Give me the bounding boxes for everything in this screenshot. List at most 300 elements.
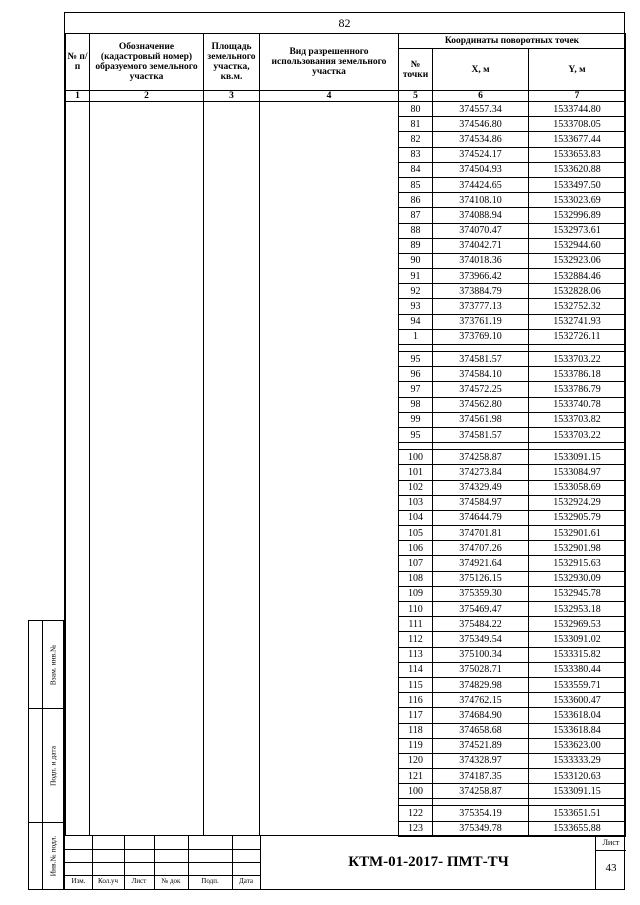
coordinates-table	[65, 33, 626, 837]
empty-cell	[90, 329, 204, 344]
x-coordinate-cell: 374042.71	[433, 238, 529, 253]
empty-cell	[90, 602, 204, 617]
stamp-cell-inv-replace	[43, 621, 63, 709]
empty-cell	[204, 450, 260, 465]
table-row	[66, 177, 626, 192]
y-coordinate-cell: 1533740.78	[529, 397, 626, 412]
empty-cell	[260, 677, 399, 692]
x-coordinate-cell: 373966.42	[433, 269, 529, 284]
table-row	[66, 132, 626, 147]
point-number-cell: 121	[399, 769, 433, 784]
empty-cell	[204, 693, 260, 708]
empty-cell	[90, 753, 204, 768]
point-number-cell: 84	[399, 162, 433, 177]
y-coordinate-cell: 1533651.51	[529, 806, 626, 821]
table-row	[66, 662, 626, 677]
empty-cell	[90, 397, 204, 412]
point-number-cell: 106	[399, 541, 433, 556]
point-number-cell: 89	[399, 238, 433, 253]
point-number-cell: 120	[399, 753, 433, 768]
table-row	[66, 147, 626, 162]
sheet-number: 43	[605, 862, 617, 874]
point-number-cell: 86	[399, 193, 433, 208]
title-block	[65, 835, 625, 889]
x-coordinate-cell: 374521.89	[433, 738, 529, 753]
header-x: X, м	[433, 49, 529, 91]
empty-cell	[260, 253, 399, 268]
y-coordinate-cell: 1532945.78	[529, 586, 626, 601]
empty-cell	[260, 299, 399, 314]
empty-cell	[90, 253, 204, 268]
separator-cell	[529, 345, 626, 352]
y-coordinate-cell: 1532905.79	[529, 510, 626, 525]
table-row	[66, 586, 626, 601]
table-row	[66, 480, 626, 495]
y-coordinate-cell: 1533315.82	[529, 647, 626, 662]
empty-cell	[90, 662, 204, 677]
page-frame	[64, 12, 625, 890]
empty-cell	[66, 412, 90, 427]
x-coordinate-cell: 374684.90	[433, 708, 529, 723]
empty-cell	[204, 367, 260, 382]
x-coordinate-cell: 373761.19	[433, 314, 529, 329]
empty-cell	[90, 541, 204, 556]
point-number-cell: 119	[399, 738, 433, 753]
empty-cell	[204, 147, 260, 162]
x-coordinate-cell: 374561.98	[433, 412, 529, 427]
table-body	[66, 102, 626, 837]
document-code: КТМ-01-2017- ПМТ-ТЧ	[260, 836, 596, 889]
empty-cell	[260, 738, 399, 753]
y-coordinate-cell: 1532828.06	[529, 284, 626, 299]
y-coordinate-cell: 1533703.22	[529, 427, 626, 442]
empty-cell	[204, 586, 260, 601]
x-coordinate-cell: 374921.64	[433, 556, 529, 571]
empty-cell	[204, 510, 260, 525]
empty-cell	[90, 799, 204, 806]
empty-cell	[260, 352, 399, 367]
separator-row	[66, 345, 626, 352]
table-row	[66, 632, 626, 647]
point-number-cell: 1	[399, 329, 433, 344]
empty-cell	[66, 602, 90, 617]
y-coordinate-cell: 1533497.50	[529, 177, 626, 192]
y-coordinate-cell: 1533655.88	[529, 821, 626, 836]
table-row	[66, 617, 626, 632]
empty-cell	[66, 738, 90, 753]
empty-cell	[66, 677, 90, 692]
empty-cell	[90, 526, 204, 541]
x-coordinate-cell: 374534.86	[433, 132, 529, 147]
empty-cell	[90, 117, 204, 132]
empty-cell	[66, 367, 90, 382]
empty-cell	[66, 708, 90, 723]
point-number-cell: 114	[399, 662, 433, 677]
empty-cell	[204, 480, 260, 495]
table-row	[66, 723, 626, 738]
index-cell: 1	[66, 91, 90, 102]
empty-cell	[204, 677, 260, 692]
x-coordinate-cell: 373769.10	[433, 329, 529, 344]
x-coordinate-cell: 374557.34	[433, 102, 529, 117]
empty-cell	[204, 723, 260, 738]
table-row	[66, 382, 626, 397]
empty-cell	[204, 647, 260, 662]
point-number-cell: 109	[399, 586, 433, 601]
empty-cell	[204, 617, 260, 632]
empty-cell	[66, 352, 90, 367]
separator-row	[66, 799, 626, 806]
table-row	[66, 412, 626, 427]
empty-cell	[204, 556, 260, 571]
x-coordinate-cell: 374108.10	[433, 193, 529, 208]
x-coordinate-cell: 374524.17	[433, 147, 529, 162]
y-coordinate-cell: 1533559.71	[529, 677, 626, 692]
empty-cell	[90, 617, 204, 632]
header-area: Площадь земельного участка, кв.м.	[204, 34, 260, 91]
separator-cell	[433, 345, 529, 352]
empty-cell	[66, 345, 90, 352]
y-coordinate-cell: 1533786.18	[529, 367, 626, 382]
empty-cell	[90, 132, 204, 147]
empty-cell	[66, 799, 90, 806]
y-coordinate-cell: 1533620.88	[529, 162, 626, 177]
table-row	[66, 284, 626, 299]
point-number-cell: 93	[399, 299, 433, 314]
table-row	[66, 269, 626, 284]
empty-cell	[204, 284, 260, 299]
header-point: № точки	[399, 49, 433, 91]
y-coordinate-cell: 1533120.63	[529, 769, 626, 784]
separator-cell	[433, 799, 529, 806]
index-cell: 6	[433, 91, 529, 102]
x-coordinate-cell: 374088.94	[433, 208, 529, 223]
empty-cell	[90, 693, 204, 708]
header-num: № п/п	[66, 34, 90, 91]
y-coordinate-cell: 1532930.09	[529, 571, 626, 586]
empty-cell	[260, 412, 399, 427]
point-number-cell: 85	[399, 177, 433, 192]
table-row	[66, 806, 626, 821]
header-use: Вид разрешенного использования земельного участка	[260, 34, 399, 91]
table-row	[66, 677, 626, 692]
x-coordinate-cell: 374258.87	[433, 450, 529, 465]
x-coordinate-cell: 375359.30	[433, 586, 529, 601]
empty-cell	[90, 480, 204, 495]
empty-cell	[260, 495, 399, 510]
point-number-cell: 104	[399, 510, 433, 525]
empty-cell	[260, 556, 399, 571]
point-number-cell: 112	[399, 632, 433, 647]
index-cell: 5	[399, 91, 433, 102]
empty-cell	[204, 238, 260, 253]
point-number-cell: 87	[399, 208, 433, 223]
empty-cell	[90, 443, 204, 450]
empty-cell	[90, 345, 204, 352]
point-number-cell: 110	[399, 602, 433, 617]
empty-cell	[90, 677, 204, 692]
y-coordinate-cell: 1533677.44	[529, 132, 626, 147]
table-row	[66, 769, 626, 784]
x-coordinate-cell: 375349.54	[433, 632, 529, 647]
empty-cell	[204, 253, 260, 268]
separator-cell	[399, 443, 433, 450]
empty-cell	[90, 586, 204, 601]
empty-cell	[90, 647, 204, 662]
empty-cell	[260, 450, 399, 465]
label-doc-no: № док	[161, 877, 181, 885]
empty-cell	[260, 269, 399, 284]
point-number-cell: 96	[399, 367, 433, 382]
point-number-cell: 92	[399, 284, 433, 299]
stamp-inv-orig: Инв.№ подл.	[48, 835, 58, 877]
empty-cell	[204, 495, 260, 510]
y-coordinate-cell: 1533023.69	[529, 193, 626, 208]
empty-cell	[260, 284, 399, 299]
x-coordinate-cell: 375349.78	[433, 821, 529, 836]
x-coordinate-cell: 375469.47	[433, 602, 529, 617]
empty-cell	[260, 617, 399, 632]
empty-cell	[66, 177, 90, 192]
empty-cell	[204, 465, 260, 480]
y-coordinate-cell: 1533380.44	[529, 662, 626, 677]
empty-cell	[260, 345, 399, 352]
x-coordinate-cell: 374658.68	[433, 723, 529, 738]
empty-cell	[90, 427, 204, 442]
empty-cell	[260, 647, 399, 662]
y-coordinate-cell: 1533091.15	[529, 784, 626, 799]
x-coordinate-cell: 375028.71	[433, 662, 529, 677]
empty-cell	[260, 465, 399, 480]
y-coordinate-cell: 1532901.61	[529, 526, 626, 541]
empty-cell	[260, 443, 399, 450]
y-coordinate-cell: 1533653.83	[529, 147, 626, 162]
page-number: 82	[338, 16, 351, 30]
empty-cell	[66, 632, 90, 647]
empty-cell	[66, 193, 90, 208]
empty-cell	[90, 723, 204, 738]
empty-cell	[204, 177, 260, 192]
point-number-cell: 83	[399, 147, 433, 162]
empty-cell	[260, 117, 399, 132]
empty-cell	[66, 299, 90, 314]
point-number-cell: 98	[399, 397, 433, 412]
empty-cell	[66, 586, 90, 601]
separator-cell	[529, 443, 626, 450]
header-y: Y, м	[529, 49, 626, 91]
empty-cell	[260, 784, 399, 799]
empty-cell	[260, 193, 399, 208]
empty-cell	[66, 526, 90, 541]
y-coordinate-cell: 1533786.79	[529, 382, 626, 397]
label-signature: Подп.	[201, 877, 219, 885]
empty-cell	[204, 708, 260, 723]
empty-cell	[260, 806, 399, 821]
header-designation: Обозначение (кадастровый номер) образуемого земельного участка	[90, 34, 204, 91]
empty-cell	[260, 367, 399, 382]
x-coordinate-cell: 374584.10	[433, 367, 529, 382]
x-coordinate-cell: 374562.80	[433, 397, 529, 412]
empty-cell	[204, 443, 260, 450]
empty-cell	[204, 526, 260, 541]
table-row	[66, 708, 626, 723]
empty-cell	[66, 556, 90, 571]
x-coordinate-cell: 374644.79	[433, 510, 529, 525]
table-row	[66, 738, 626, 753]
empty-cell	[260, 427, 399, 442]
empty-cell	[204, 208, 260, 223]
point-number-cell: 113	[399, 647, 433, 662]
sheet-box	[595, 836, 626, 889]
y-coordinate-cell: 1532752.32	[529, 299, 626, 314]
x-coordinate-cell: 374584.97	[433, 495, 529, 510]
empty-cell	[90, 806, 204, 821]
y-coordinate-cell: 1532969.53	[529, 617, 626, 632]
point-number-cell: 118	[399, 723, 433, 738]
table-row	[66, 193, 626, 208]
empty-cell	[204, 193, 260, 208]
empty-cell	[66, 397, 90, 412]
y-coordinate-cell: 1533703.82	[529, 412, 626, 427]
table-row	[66, 647, 626, 662]
empty-cell	[204, 662, 260, 677]
empty-cell	[204, 738, 260, 753]
empty-cell	[260, 132, 399, 147]
empty-cell	[66, 571, 90, 586]
empty-cell	[66, 162, 90, 177]
empty-cell	[204, 314, 260, 329]
separator-cell	[399, 345, 433, 352]
header-coords-group: Координаты поворотных точек	[399, 34, 626, 49]
x-coordinate-cell: 374762.15	[433, 693, 529, 708]
table-row	[66, 427, 626, 442]
x-coordinate-cell: 374424.65	[433, 177, 529, 192]
x-coordinate-cell: 374707.26	[433, 541, 529, 556]
x-coordinate-cell: 374581.57	[433, 352, 529, 367]
x-coordinate-cell: 374018.36	[433, 253, 529, 268]
empty-cell	[66, 269, 90, 284]
empty-cell	[204, 345, 260, 352]
empty-cell	[90, 738, 204, 753]
y-coordinate-cell: 1533618.84	[529, 723, 626, 738]
x-coordinate-cell: 374546.80	[433, 117, 529, 132]
point-number-cell: 94	[399, 314, 433, 329]
label-count: Кол.уч	[98, 877, 118, 885]
table-row	[66, 253, 626, 268]
point-number-cell: 107	[399, 556, 433, 571]
empty-cell	[66, 647, 90, 662]
index-cell: 4	[260, 91, 399, 102]
stamp-cell-inv-orig	[43, 823, 63, 889]
empty-cell	[66, 495, 90, 510]
empty-cell	[204, 806, 260, 821]
empty-cell	[204, 784, 260, 799]
empty-cell	[204, 117, 260, 132]
empty-cell	[204, 299, 260, 314]
empty-cell	[90, 556, 204, 571]
empty-cell	[90, 495, 204, 510]
sheet-label: Лист	[602, 838, 620, 847]
empty-cell	[66, 443, 90, 450]
point-number-cell: 117	[399, 708, 433, 723]
y-coordinate-cell: 1533623.00	[529, 738, 626, 753]
separator-cell	[433, 443, 529, 450]
empty-cell	[90, 147, 204, 162]
empty-cell	[90, 784, 204, 799]
index-cell: 3	[204, 91, 260, 102]
empty-cell	[66, 427, 90, 442]
index-cell: 7	[529, 91, 626, 102]
empty-cell	[204, 269, 260, 284]
point-number-cell: 99	[399, 412, 433, 427]
empty-cell	[260, 632, 399, 647]
table-row	[66, 208, 626, 223]
table-row	[66, 102, 626, 117]
y-coordinate-cell: 1532901.98	[529, 541, 626, 556]
empty-cell	[66, 723, 90, 738]
empty-cell	[66, 147, 90, 162]
table-row	[66, 602, 626, 617]
empty-cell	[260, 799, 399, 806]
table-row	[66, 526, 626, 541]
y-coordinate-cell: 1533744.80	[529, 102, 626, 117]
empty-cell	[90, 465, 204, 480]
empty-cell	[204, 132, 260, 147]
y-coordinate-cell: 1533600.47	[529, 693, 626, 708]
empty-cell	[260, 329, 399, 344]
empty-cell	[66, 541, 90, 556]
y-coordinate-cell: 1533084.97	[529, 465, 626, 480]
empty-cell	[260, 769, 399, 784]
index-cell: 2	[90, 91, 204, 102]
empty-cell	[90, 208, 204, 223]
table-row	[66, 329, 626, 344]
table-row	[66, 367, 626, 382]
x-coordinate-cell: 374701.81	[433, 526, 529, 541]
empty-cell	[66, 117, 90, 132]
empty-cell	[90, 193, 204, 208]
stamp-inv-replace: Взам. инв.№	[48, 644, 58, 685]
x-coordinate-cell: 374258.87	[433, 784, 529, 799]
empty-cell	[90, 632, 204, 647]
side-stamp	[42, 620, 64, 890]
empty-cell	[66, 806, 90, 821]
point-number-cell: 81	[399, 117, 433, 132]
empty-cell	[260, 526, 399, 541]
y-coordinate-cell: 1533333.29	[529, 753, 626, 768]
point-number-cell: 102	[399, 480, 433, 495]
point-number-cell: 95	[399, 352, 433, 367]
table-row	[66, 753, 626, 768]
empty-cell	[66, 617, 90, 632]
point-number-cell: 97	[399, 382, 433, 397]
separator-cell	[529, 799, 626, 806]
empty-cell	[90, 223, 204, 238]
empty-cell	[204, 412, 260, 427]
table-row	[66, 238, 626, 253]
y-coordinate-cell: 1533091.02	[529, 632, 626, 647]
point-number-cell: 103	[399, 495, 433, 510]
empty-cell	[90, 102, 204, 117]
label-date: Дата	[239, 877, 253, 885]
y-coordinate-cell: 1532726.11	[529, 329, 626, 344]
x-coordinate-cell: 374070.47	[433, 223, 529, 238]
empty-cell	[90, 177, 204, 192]
stamp-cell-sign-date	[43, 709, 63, 823]
empty-cell	[90, 571, 204, 586]
point-number-cell: 80	[399, 102, 433, 117]
empty-cell	[90, 238, 204, 253]
